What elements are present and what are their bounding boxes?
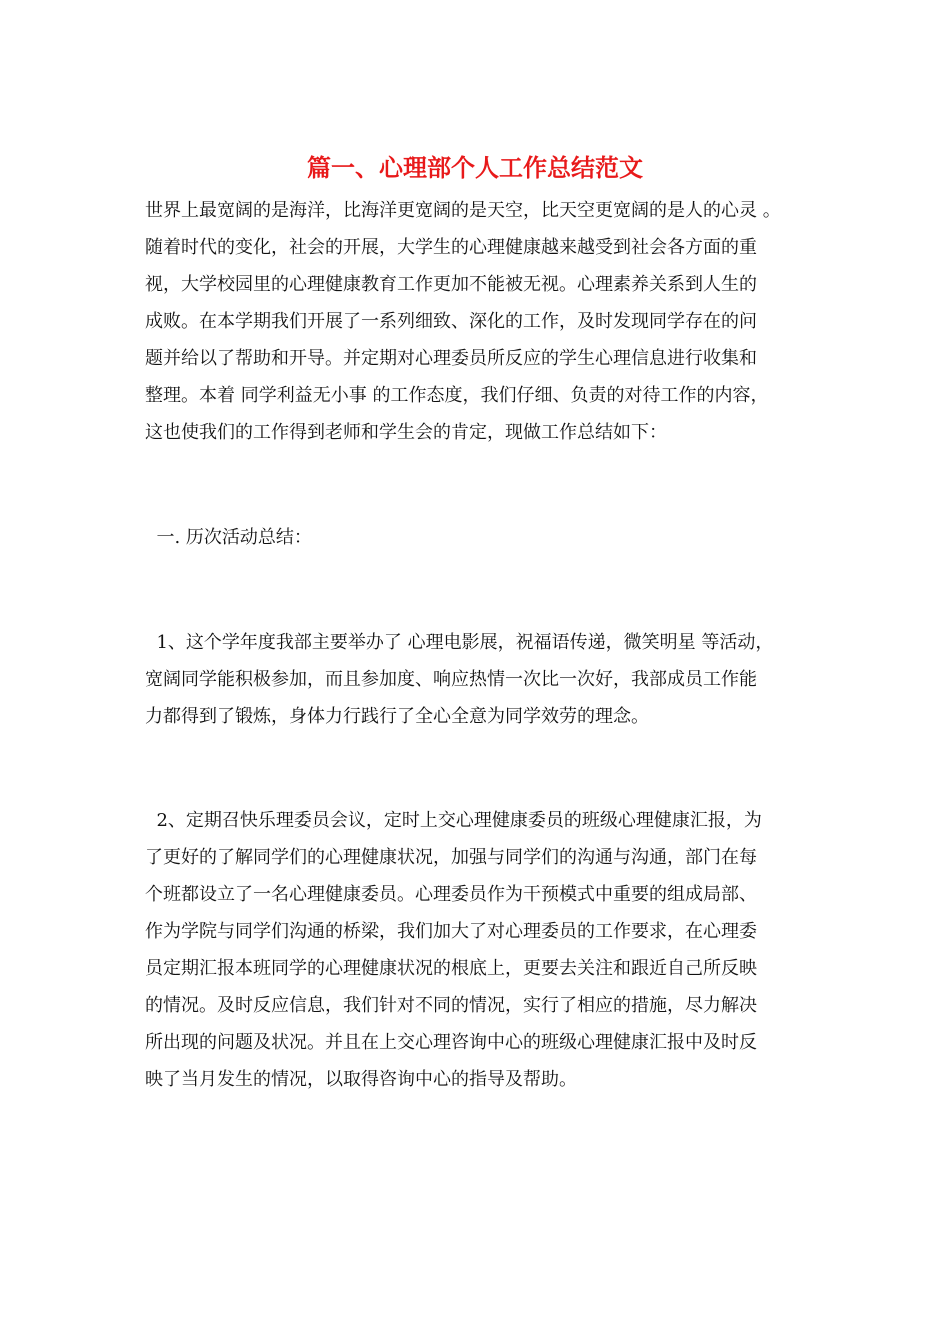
item2-line: 2、定期召快乐理委员会议，定时上交心理健康委员的班级心理健康汇报，为 xyxy=(145,810,762,831)
item2-line: 映了当月发生的情况，以取得咨询中心的指导及帮助。 xyxy=(145,1069,577,1090)
intro-line: 成败。在本学期我们开展了一系列细致、深化的工作，及时发现同学存在的问 xyxy=(145,311,757,332)
intro-line: 这也使我们的工作得到老师和学生会的肯定，现做工作总结如下： xyxy=(145,422,667,443)
intro-line: 视，大学校园里的心理健康教育工作更加不能被无视。心理素养关系到人生的 xyxy=(145,274,757,295)
item1-line: 力都得到了锻炼，身体力行践行了全心全意为同学效劳的理念。 xyxy=(145,706,649,727)
item2-line: 个班都设立了一名心理健康委员。心理委员作为干预模式中重要的组成局部、 xyxy=(145,884,757,905)
intro-line: 整理。本着 同学利益无小事 的工作态度，我们仔细、负责的对待工作的内容， xyxy=(145,385,769,406)
item1-line: 1、这个学年度我部主要举办了 心理电影展，祝福语传递，微笑明星 等活动， xyxy=(145,632,774,653)
item2-line: 了更好的了解同学们的心理健康状况，加强与同学们的沟通与沟通，部门在每 xyxy=(145,847,757,868)
item2-line: 所出现的问题及状况。并且在上交心理咨询中心的班级心理健康汇报中及时反 xyxy=(145,1032,757,1053)
intro-line: 世界上最宽阔的是海洋，比海洋更宽阔的是天空，比天空更宽阔的是人的心灵 。 xyxy=(145,200,781,221)
item2-line: 的情况。及时反应信息，我们针对不同的情况，实行了相应的措施，尽力解决 xyxy=(145,995,757,1016)
intro-line: 随着时代的变化，社会的开展，大学生的心理健康越来越受到社会各方面的重 xyxy=(145,237,757,258)
document-title: 篇一、心理部个人工作总结范文 xyxy=(307,153,643,182)
intro-line: 题并给以了帮助和开导。并定期对心理委员所反应的学生心理信息进行收集和 xyxy=(145,348,757,369)
section-heading: 一. 历次活动总结： xyxy=(145,527,312,548)
item2-line: 作为学院与同学们沟通的桥梁，我们加大了对心理委员的工作要求，在心理委 xyxy=(145,921,757,942)
item1-line: 宽阔同学能积极参加，而且参加度、响应热情一次比一次好，我部成员工作能 xyxy=(145,669,757,690)
item2-line: 员定期汇报本班同学的心理健康状况的根底上，更要去关注和跟近自己所反映 xyxy=(145,958,757,979)
